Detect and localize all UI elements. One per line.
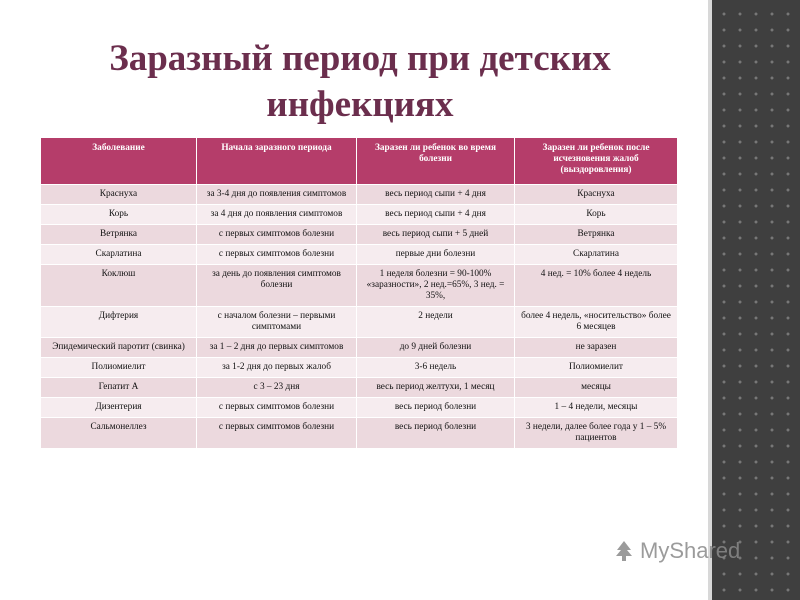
cell-contagious-after: Скарлатина xyxy=(515,245,678,265)
cell-contagious-during: весь период сыпи + 4 дня xyxy=(357,185,515,205)
cell-contagious-start: с первых симптомов болезни xyxy=(197,398,357,418)
cell-contagious-after: месяцы xyxy=(515,378,678,398)
cell-contagious-after: Корь xyxy=(515,205,678,225)
cell-contagious-start: за день до появления симптомов болезни xyxy=(197,265,357,307)
cell-contagious-start: с первых симптомов болезни xyxy=(197,418,357,449)
table-header-row xyxy=(41,138,678,185)
cell-disease: Скарлатина xyxy=(41,245,197,265)
cell-contagious-after: более 4 недель, «носительство» более 6 месяцев xyxy=(515,307,678,338)
cell-contagious-during: весь период желтухи, 1 месяц xyxy=(357,378,515,398)
cell-contagious-after: 3 недели, далее более года у 1 – 5% пациентов xyxy=(515,418,678,449)
cell-contagious-during: до 9 дней болезни xyxy=(357,338,515,358)
header-contagious-after: Заразен ли ребенок после исчезновения жалоб (выздоровления) xyxy=(515,138,678,185)
cell-disease: Сальмонеллез xyxy=(41,418,197,449)
table-body xyxy=(41,185,678,449)
decorative-side-strip xyxy=(712,0,800,600)
cell-contagious-after: не заразен xyxy=(515,338,678,358)
cell-contagious-after: 4 нед. = 10% более 4 недель xyxy=(515,265,678,307)
cell-contagious-during: 3-6 недель xyxy=(357,358,515,378)
cell-contagious-after: Полиомиелит xyxy=(515,358,678,378)
cell-disease: Эпидемический паротит (свинка) xyxy=(41,338,197,358)
watermark xyxy=(612,538,740,564)
table-row xyxy=(41,265,678,307)
cell-contagious-start: с первых симптомов болезни xyxy=(197,245,357,265)
cell-contagious-during: весь период болезни xyxy=(357,398,515,418)
header-contagious-during: Заразен ли ребенок во время болезни xyxy=(357,138,515,185)
cell-disease: Коклюш xyxy=(41,265,197,307)
table-row xyxy=(41,307,678,338)
slide-title: Заразный период при детских инфекциях xyxy=(109,38,611,125)
cell-disease: Корь xyxy=(41,205,197,225)
watermark-text: MyShared xyxy=(640,538,741,563)
cell-contagious-start: за 1 – 2 дня до первых симптомов xyxy=(197,338,357,358)
cell-contagious-start: с 3 – 23 дня xyxy=(197,378,357,398)
cell-contagious-after: Ветрянка xyxy=(515,225,678,245)
cell-contagious-start: за 1-2 дня до первых жалоб xyxy=(197,358,357,378)
table-row xyxy=(41,205,678,225)
cell-contagious-during: весь период сыпи + 4 дня xyxy=(357,205,515,225)
table-row xyxy=(41,358,678,378)
cell-disease: Ветрянка xyxy=(41,225,197,245)
table-row xyxy=(41,245,678,265)
cell-disease: Полиомиелит xyxy=(41,358,197,378)
cell-contagious-start: с началом болезни – первыми симптомами xyxy=(197,307,357,338)
header-disease: Заболевание xyxy=(41,138,197,185)
cell-contagious-start: за 3-4 дня до появления симптомов xyxy=(197,185,357,205)
table-row xyxy=(41,378,678,398)
cell-disease: Краснуха xyxy=(41,185,197,205)
infection-table xyxy=(40,137,678,449)
cell-contagious-during: весь период сыпи + 5 дней xyxy=(357,225,515,245)
cell-contagious-after: Краснуха xyxy=(515,185,678,205)
cell-contagious-during: первые дни болезни xyxy=(357,245,515,265)
header-contagious-start: Начала заразного периода xyxy=(197,138,357,185)
table-row xyxy=(41,398,678,418)
cell-contagious-after: 1 – 4 недели, месяцы xyxy=(515,398,678,418)
cell-contagious-during: 2 недели xyxy=(357,307,515,338)
cell-contagious-during: весь период болезни xyxy=(357,418,515,449)
pine-tree-icon xyxy=(612,539,636,563)
cell-contagious-start: за 4 дня до появления симптомов xyxy=(197,205,357,225)
table-row xyxy=(41,338,678,358)
cell-contagious-during: 1 неделя болезни = 90-100% «заразности», 2 нед.=65%, 3 нед. = 35%, xyxy=(357,265,515,307)
table-row xyxy=(41,185,678,205)
table-row xyxy=(41,225,678,245)
cell-contagious-start: с первых симптомов болезни xyxy=(197,225,357,245)
cell-disease: Дизентерия xyxy=(41,398,197,418)
cell-disease: Дифтерия xyxy=(41,307,197,338)
table-row xyxy=(41,418,678,449)
cell-disease: Гепатит А xyxy=(41,378,197,398)
